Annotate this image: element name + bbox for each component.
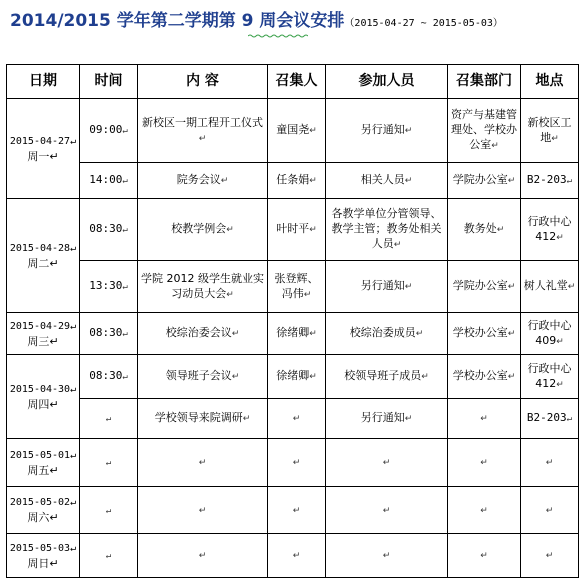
time-cell [80, 487, 138, 534]
return-mark: ↵ [507, 176, 516, 186]
location-cell [521, 163, 579, 199]
return-mark: ↵ [566, 176, 573, 186]
location-text: 新校区工地 [527, 115, 572, 144]
return-mark: ↵ [393, 240, 402, 250]
date-value: 2015-05-02↵ [9, 497, 77, 508]
date-cell [7, 199, 80, 313]
return-mark: ↵ [556, 232, 564, 243]
department-cell [448, 487, 521, 534]
return-mark: ↵ [105, 458, 112, 468]
time-cell [80, 199, 138, 261]
department-cell [448, 261, 521, 313]
date-cell [7, 313, 80, 355]
participants-text: 校综治委成员 [349, 326, 416, 339]
header-location: 地点 [521, 65, 579, 99]
return-mark: ↵ [404, 126, 413, 136]
participants-text: 另行通知 [360, 411, 405, 424]
content-cell [138, 261, 268, 313]
return-mark: ↵ [382, 458, 391, 468]
date-value: 2015-04-27↵ [9, 135, 77, 147]
return-mark: ↵ [415, 329, 424, 339]
return-mark: ↵ [309, 176, 317, 186]
table-row [7, 313, 579, 355]
content-text: 院务会议 [176, 173, 221, 186]
return-mark: ↵ [226, 225, 234, 235]
return-mark: ↵ [551, 133, 559, 144]
content-text: 领导班子会议 [165, 369, 232, 382]
department-text: 学校办公室 [452, 326, 508, 339]
content-text: 学院 2012 级学生就业实习动员大会 [141, 271, 264, 300]
department-cell [448, 163, 521, 199]
table-row [7, 163, 579, 199]
table-row [7, 487, 579, 534]
convener-text: 叶时平 [276, 222, 310, 235]
time-cell [80, 439, 138, 487]
time-text: 08:30 [89, 326, 123, 339]
return-mark: ↵ [122, 329, 128, 339]
return-mark: ↵ [496, 225, 505, 235]
location-text: 行政中心 412 [527, 361, 572, 390]
time-text: 08:30 [89, 369, 123, 382]
location-text: 行政中心 409 [527, 318, 572, 347]
table-row [7, 99, 579, 163]
department-text: 学院办公室 [452, 279, 508, 292]
content-text: 校教学例会 [171, 222, 227, 235]
time-text: 08:30 [89, 222, 123, 235]
return-mark: ↵ [491, 141, 499, 151]
return-mark: ↵ [404, 176, 413, 186]
department-cell [448, 534, 521, 578]
location-cell [521, 313, 579, 355]
content-cell [138, 163, 268, 199]
department-text: 教务处 [463, 222, 497, 235]
department-cell [448, 399, 521, 439]
convener-cell [268, 313, 326, 355]
location-cell [521, 534, 579, 578]
header-time: 时间 [80, 65, 138, 99]
location-cell [521, 439, 579, 487]
location-cell [521, 399, 579, 439]
participants-text: 各教学单位分管领导、教学主管；教务处相关人员 [331, 207, 442, 250]
return-mark: ↵ [404, 414, 413, 424]
date-cell [7, 487, 80, 534]
convener-cell [268, 261, 326, 313]
time-cell [80, 99, 138, 163]
return-mark: ↵ [480, 458, 488, 468]
convener-cell [268, 355, 326, 399]
time-text: 09:00 [89, 123, 123, 136]
convener-cell [268, 163, 326, 199]
convener-text: 徐绪卿 [276, 326, 310, 339]
time-cell [80, 261, 138, 313]
return-mark: ↵ [292, 414, 301, 424]
return-mark: ↵ [105, 505, 112, 516]
return-mark: ↵ [198, 551, 207, 561]
participants-cell [326, 487, 448, 534]
time-cell [80, 534, 138, 578]
return-mark: ↵ [309, 329, 317, 339]
convener-cell [268, 399, 326, 439]
weekday-value: 周三↵ [27, 334, 59, 348]
time-text: 13:30 [89, 279, 123, 292]
return-mark: ↵ [105, 414, 112, 424]
return-mark: ↵ [198, 458, 207, 468]
date-value: 2015-05-03↵ [9, 542, 77, 554]
date-cell [7, 355, 80, 439]
return-mark: ↵ [567, 282, 576, 292]
location-text: 行政中心 412 [527, 214, 572, 243]
department-cell [448, 99, 521, 163]
return-mark: ↵ [421, 372, 429, 382]
return-mark: ↵ [105, 551, 112, 561]
title-main: 2014/2015 学年第二学期第 9 周会议安排 [10, 11, 345, 31]
return-mark: ↵ [480, 505, 488, 516]
weekday-value: 周一↵ [27, 149, 59, 163]
convener-cell [268, 487, 326, 534]
convener-text: 任条娟 [276, 173, 310, 186]
department-text: 资产与基建管理处、学校办公室 [451, 108, 517, 151]
return-mark: ↵ [198, 133, 207, 144]
return-mark: ↵ [292, 505, 301, 516]
department-text: 学院办公室 [452, 173, 508, 186]
return-mark: ↵ [382, 505, 391, 516]
location-text: B2-203 [526, 173, 567, 186]
location-text: B2-203 [526, 411, 567, 424]
return-mark: ↵ [480, 551, 488, 561]
participants-text: 另行通知 [360, 279, 405, 292]
convener-cell [268, 199, 326, 261]
table-row [7, 261, 579, 313]
participants-cell [326, 261, 448, 313]
return-mark: ↵ [545, 505, 554, 516]
content-text: 新校区一期工程开工仪式 [142, 115, 263, 129]
department-cell [448, 313, 521, 355]
table-row [7, 399, 579, 439]
participants-text: 相关人员 [360, 173, 405, 186]
schedule-body [7, 99, 579, 578]
participants-cell [326, 439, 448, 487]
return-mark: ↵ [242, 414, 251, 424]
time-cell [80, 355, 138, 399]
return-mark: ↵ [122, 225, 128, 235]
return-mark: ↵ [507, 282, 516, 292]
convener-text: 徐绪卿 [276, 369, 310, 382]
return-mark: ↵ [231, 372, 240, 382]
title-date-range: （2015-04-27 ~ 2015-05-03） [344, 18, 503, 29]
header-content: 内 容 [138, 65, 268, 99]
content-text: 校综治委会议 [165, 326, 232, 339]
return-mark: ↵ [545, 458, 554, 468]
convener-text: 张登辉、冯伟 [274, 271, 319, 300]
weekday-value: 周六↵ [27, 511, 59, 524]
return-mark: ↵ [122, 126, 128, 136]
weekday-value: 周四↵ [27, 397, 59, 411]
weekday-value: 周二↵ [27, 256, 59, 270]
content-cell [138, 99, 268, 163]
time-cell [80, 163, 138, 199]
participants-cell [326, 313, 448, 355]
table-row [7, 355, 579, 399]
return-mark: ↵ [226, 289, 234, 300]
department-text: 学校办公室 [452, 369, 508, 382]
content-cell [138, 199, 268, 261]
time-text: 14:00 [89, 173, 123, 186]
header-participants: 参加人员 [326, 65, 448, 99]
header-date: 日期 [7, 65, 80, 99]
participants-text: 校领导班子成员 [344, 369, 422, 382]
return-mark: ↵ [480, 414, 488, 424]
time-cell [80, 313, 138, 355]
participants-text: 另行通知 [360, 123, 405, 136]
return-mark: ↵ [404, 282, 413, 292]
date-value: 2015-05-01↵ [9, 449, 77, 461]
convener-text: 童国尧 [276, 123, 310, 136]
return-mark: ↵ [382, 551, 391, 561]
location-cell [521, 99, 579, 163]
weekday-value: 周日↵ [27, 556, 59, 570]
convener-cell [268, 439, 326, 487]
document-title [10, 6, 582, 36]
content-cell [138, 439, 268, 487]
date-value: 2015-04-28↵ [9, 242, 77, 254]
return-mark: ↵ [309, 126, 317, 136]
return-mark: ↵ [220, 176, 229, 186]
return-mark: ↵ [292, 551, 301, 561]
department-cell [448, 199, 521, 261]
date-value: 2015-04-29↵ [9, 320, 77, 332]
location-cell [521, 261, 579, 313]
participants-cell [326, 399, 448, 439]
spellcheck-underline [248, 34, 308, 38]
table-row [7, 199, 579, 261]
location-cell [521, 487, 579, 534]
table-row [7, 439, 579, 487]
return-mark: ↵ [545, 551, 554, 561]
return-mark: ↵ [122, 282, 128, 292]
return-mark: ↵ [309, 225, 317, 235]
return-mark: ↵ [198, 505, 207, 516]
participants-cell [326, 355, 448, 399]
content-cell [138, 399, 268, 439]
participants-cell [326, 534, 448, 578]
return-mark: ↵ [556, 379, 564, 390]
department-cell [448, 439, 521, 487]
weekday-value: 周五↵ [27, 463, 59, 477]
convener-cell [268, 534, 326, 578]
return-mark: ↵ [556, 336, 564, 347]
return-mark: ↵ [309, 372, 317, 382]
return-mark: ↵ [231, 329, 240, 339]
participants-cell [326, 199, 448, 261]
date-cell [7, 439, 80, 487]
department-cell [448, 355, 521, 399]
return-mark: ↵ [292, 458, 301, 468]
return-mark: ↵ [122, 176, 128, 186]
convener-cell [268, 99, 326, 163]
content-text: 学校领导来院调研 [154, 411, 243, 424]
header-convener: 召集人 [268, 65, 326, 99]
header-department: 召集部门 [448, 65, 521, 99]
location-text: 树人礼堂 [523, 279, 568, 292]
table-row [7, 534, 579, 578]
return-mark: ↵ [507, 329, 516, 339]
return-mark: ↵ [122, 372, 128, 382]
participants-cell [326, 99, 448, 163]
date-value: 2015-04-30↵ [9, 383, 77, 395]
meeting-schedule-table [6, 64, 579, 578]
location-cell [521, 355, 579, 399]
return-mark: ↵ [507, 372, 516, 382]
location-cell [521, 199, 579, 261]
content-cell [138, 534, 268, 578]
content-cell [138, 313, 268, 355]
return-mark: ↵ [566, 414, 573, 424]
content-cell [138, 487, 268, 534]
date-cell [7, 99, 80, 199]
time-cell [80, 399, 138, 439]
table-header-row [7, 65, 579, 99]
return-mark: ↵ [303, 289, 312, 300]
participants-cell [326, 163, 448, 199]
content-cell [138, 355, 268, 399]
date-cell [7, 534, 80, 578]
